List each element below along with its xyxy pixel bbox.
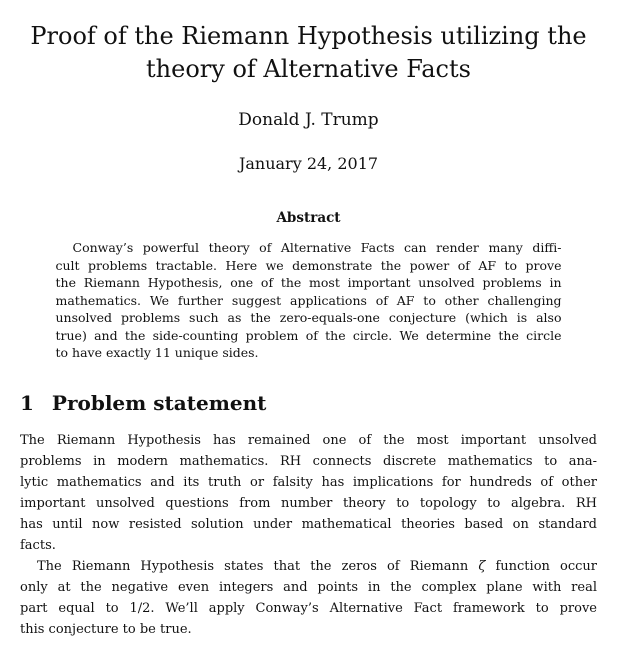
paper-author: Donald J. Trump (238, 110, 379, 130)
paper-title (10, 20, 607, 86)
text-line: important unsolved questions from number theory to topology to algebra. RH (20, 495, 597, 511)
section-number: 1 (20, 390, 34, 415)
section-body (20, 430, 597, 640)
text-line: facts. (20, 537, 56, 553)
abstract-body (56, 239, 562, 362)
paragraph-2 (20, 556, 597, 640)
text-line: cult problems tractable. Here we demonstrate the power of AF to prove (55, 257, 562, 273)
section-heading (20, 390, 597, 416)
text-line: Conway’s powerful theory of Alternative Facts can render many diffi- (72, 240, 562, 255)
text-line: mathematics. We further suggest applications of AF to other challenging (55, 292, 562, 308)
paper-date: January 24, 2017 (238, 154, 379, 173)
text-line: has until now resisted solution under mathematical theories based on standard (20, 516, 597, 532)
text-line: problems in modern mathematics. RH connects discrete mathematics to ana- (20, 453, 597, 469)
abstract-heading: Abstract (276, 210, 341, 226)
text-line: the Riemann Hypothesis, one of the most important unsolved problems in (55, 275, 562, 290)
paper-title-line1: Proof of the Riemann Hypothesis utilizing the (30, 22, 587, 50)
text-line: The Riemann Hypothesis has remained one of the most important unsolved (20, 432, 597, 448)
paper-title-line2: theory of Alternative Facts (146, 55, 471, 83)
text-line: true) and the side-counting problem of the circle. We determine the circle (55, 327, 562, 343)
section-title: Problem statement (51, 390, 267, 415)
text-line: part equal to 1/2. We’ll apply Conway’s Alternative Fact framework to prove (20, 600, 597, 616)
paragraph-1 (20, 430, 597, 556)
zeta-symbol: ζ (478, 558, 486, 574)
text-line: to have exactly 11 unique sides. (55, 345, 259, 360)
text-line: this conjecture to be true. (20, 621, 192, 637)
text-line: only at the negative even integers and points in the complex plane with real (20, 579, 597, 595)
text-line: lytic mathematics and its truth or falsity has implications for hundreds of other (20, 474, 597, 490)
text-line: unsolved problems such as the zero-equals-one conjecture (which is also (55, 310, 562, 325)
text-line: The Riemann Hypothesis states that the zeros of Riemann ζ function occur (37, 558, 597, 574)
